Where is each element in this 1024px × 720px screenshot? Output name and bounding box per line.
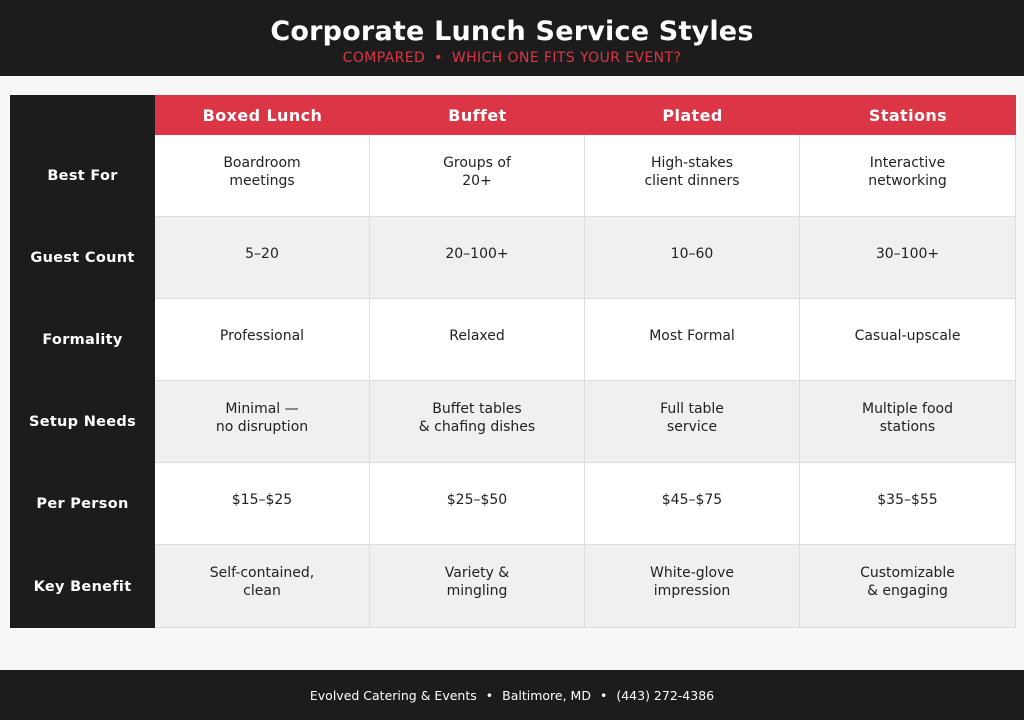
table-cell: Full table service [585, 381, 800, 463]
company-phone: (443) 272-4386 [616, 687, 715, 703]
table-cell: High-stakes client dinners [585, 135, 800, 217]
table-cell: Minimal — no disruption [155, 381, 370, 463]
footer-separator: • [485, 687, 494, 703]
column-header-buffet: Buffet [370, 95, 585, 135]
table-cell: $35–$55 [800, 463, 1016, 545]
table-cell: Buffet tables & chafing dishes [370, 381, 585, 463]
table-cell: 30–100+ [800, 217, 1016, 299]
table-cell: $45–$75 [585, 463, 800, 545]
table-cell: Casual-upscale [800, 299, 1016, 381]
table-cell: Variety & mingling [370, 545, 585, 628]
table-cell: Self-contained, clean [155, 545, 370, 628]
page-header [0, 0, 1024, 76]
row-header-key-benefit: Key Benefit [10, 545, 155, 628]
table-cell: 5–20 [155, 217, 370, 299]
table-cell: $25–$50 [370, 463, 585, 545]
row-header-per-person: Per Person [10, 463, 155, 545]
column-header-boxed-lunch: Boxed Lunch [155, 95, 370, 135]
table-cell: 10–60 [585, 217, 800, 299]
table-cell: Relaxed [370, 299, 585, 381]
footer-separator: • [599, 687, 608, 703]
table-cell: Professional [155, 299, 370, 381]
page-subtitle [0, 50, 1024, 66]
subtitle-separator: • [434, 50, 443, 66]
table-cell: White-glove impression [585, 545, 800, 628]
table-cell: Most Formal [585, 299, 800, 381]
table-cell: Interactive networking [800, 135, 1016, 217]
table-cell: 20–100+ [370, 217, 585, 299]
column-header-stations: Stations [800, 95, 1016, 135]
comparison-table [10, 95, 1016, 628]
page-title: Corporate Lunch Service Styles [270, 16, 754, 47]
row-header-guest-count: Guest Count [10, 217, 155, 299]
page-footer [0, 670, 1024, 720]
row-header-setup-needs: Setup Needs [10, 381, 155, 463]
company-name: Evolved Catering & Events [309, 687, 477, 703]
company-location: Baltimore, MD [502, 687, 591, 703]
row-header-best-for: Best For [10, 135, 155, 217]
table-corner [10, 95, 155, 135]
subtitle-right: WHICH ONE FITS YOUR EVENT? [451, 50, 682, 66]
table-cell: Boardroom meetings [155, 135, 370, 217]
subtitle-left: COMPARED [342, 50, 426, 66]
table-cell: $15–$25 [155, 463, 370, 545]
table-cell: Groups of 20+ [370, 135, 585, 217]
row-header-formality: Formality [10, 299, 155, 381]
table-cell: Customizable & engaging [800, 545, 1016, 628]
table-cell: Multiple food stations [800, 381, 1016, 463]
column-header-plated: Plated [585, 95, 800, 135]
